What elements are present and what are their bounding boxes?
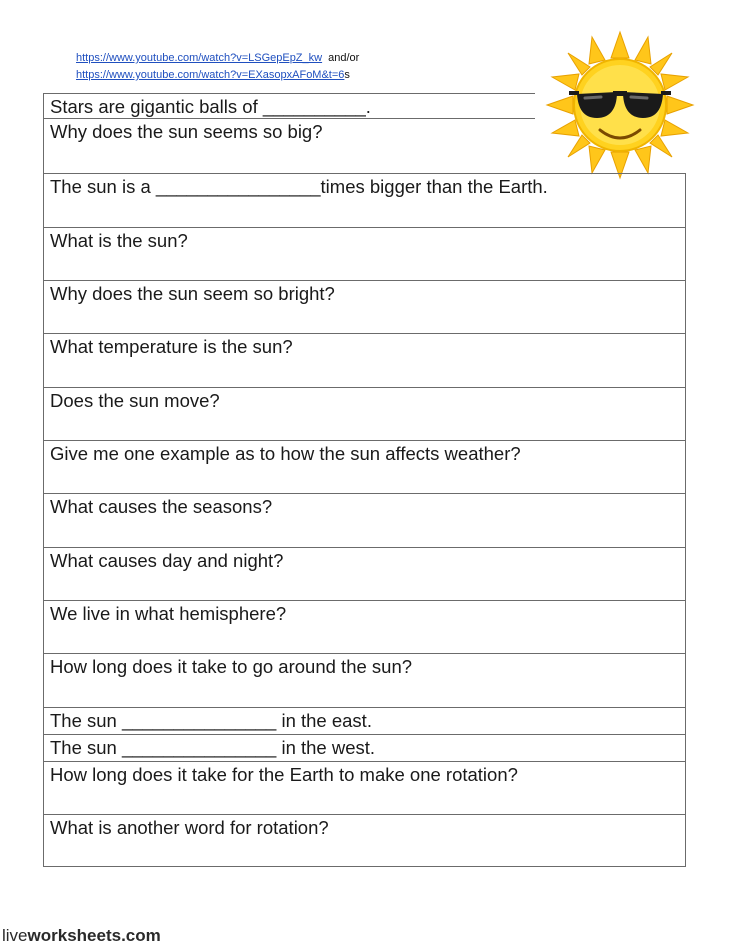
video-link-2[interactable]: https://www.youtube.com/watch?v=EXasopxAFoM&t=6	[76, 69, 345, 81]
question-row-3[interactable]	[43, 173, 686, 227]
question-text: Why does the sun seem so bright?	[50, 283, 335, 304]
question-text: Why does the sun seems so big?	[50, 121, 323, 142]
question-text: What is the sun?	[50, 230, 188, 251]
question-row-1[interactable]	[43, 93, 535, 118]
question-text: We live in what hemisphere?	[50, 603, 287, 624]
question-table	[43, 93, 686, 867]
question-text: Stars are gigantic balls of __________.	[50, 96, 371, 117]
logo-prefix: live	[2, 926, 28, 945]
question-text: What is another word for rotation?	[50, 817, 329, 838]
question-row-6[interactable]	[43, 333, 686, 387]
question-row-10[interactable]	[43, 547, 686, 600]
question-row-2[interactable]	[43, 118, 535, 173]
question-row-13[interactable]	[43, 707, 686, 734]
liveworksheets-logo	[2, 926, 161, 946]
question-row-9[interactable]	[43, 493, 686, 547]
question-text: What causes day and night?	[50, 550, 284, 571]
question-text: How long does it take for the Earth to make one rotation?	[50, 764, 518, 785]
video-link-1[interactable]: https://www.youtube.com/watch?v=LSGepEpZ_kw	[76, 52, 323, 64]
video-links	[76, 50, 359, 84]
logo-suffix: .com	[121, 926, 161, 945]
question-text: Give me one example as to how the sun affects weather?	[50, 443, 521, 464]
question-row-7[interactable]	[43, 387, 686, 440]
and-or-text: and/or	[328, 52, 360, 64]
logo-brand: worksheets	[27, 926, 122, 945]
question-row-11[interactable]	[43, 600, 686, 653]
question-text: The sun is a ________________times bigger than the Earth.	[50, 176, 548, 197]
question-row-12[interactable]	[43, 653, 686, 707]
video-link-2-tail: s	[344, 69, 350, 81]
question-row-4[interactable]	[43, 227, 686, 280]
video-link-row-1	[76, 50, 359, 67]
question-text: The sun _______________ in the west.	[50, 737, 376, 758]
question-text: The sun _______________ in the east.	[50, 710, 372, 731]
question-text: What causes the seasons?	[50, 496, 273, 517]
question-row-14[interactable]	[43, 734, 686, 761]
question-row-16[interactable]	[43, 814, 686, 867]
question-text: Does the sun move?	[50, 390, 220, 411]
question-row-8[interactable]	[43, 440, 686, 493]
video-link-row-2	[76, 67, 359, 84]
question-text: What temperature is the sun?	[50, 336, 293, 357]
question-text: How long does it take to go around the sun?	[50, 656, 413, 677]
question-row-15[interactable]	[43, 761, 686, 814]
question-row-5[interactable]	[43, 280, 686, 333]
